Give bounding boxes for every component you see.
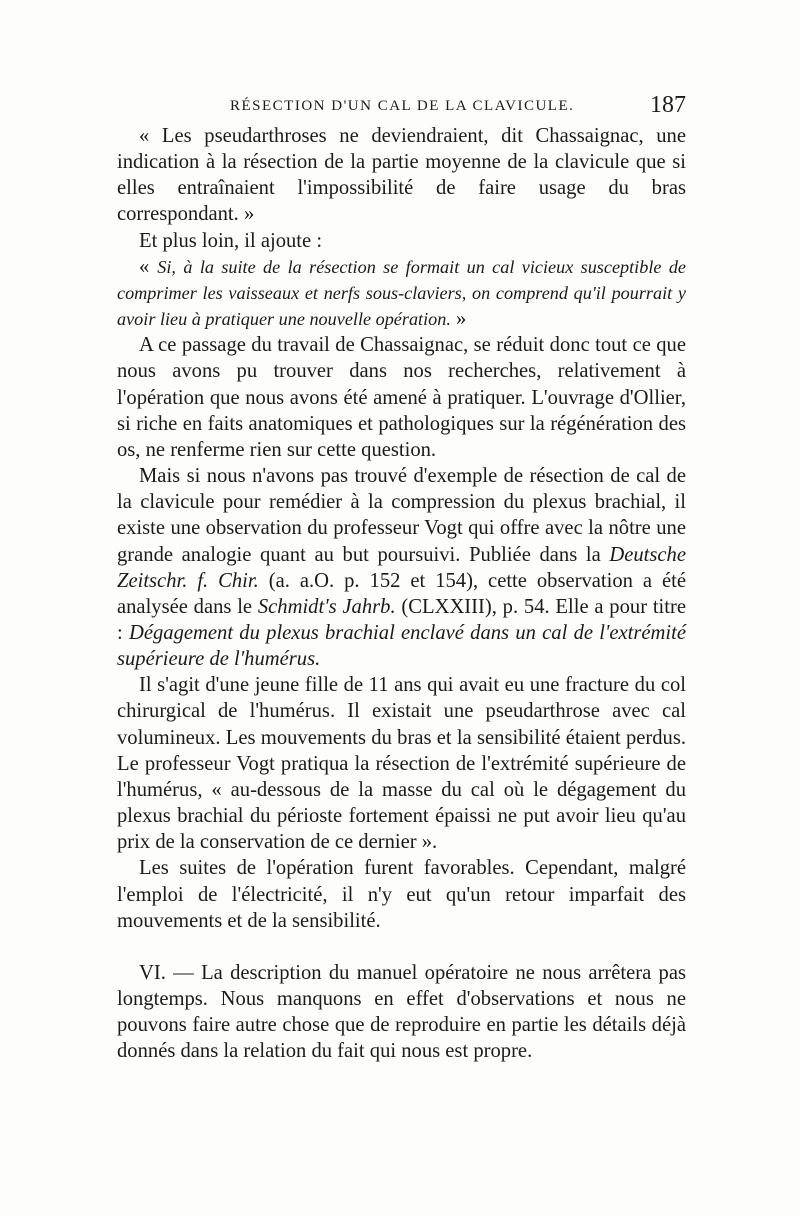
paragraph-ollier: A ce passage du travail de Chassaignac, se réduit donc tout ce que nous avons pu trouver dans nos recherches, relativement à l'opération que nous avons été amené à pratiquer. L'ouvrage d'Ollier, si riche en faits anatomiques et pathologiques sur la régénération des os, ne renferme rien sur cette question. — [117, 334, 686, 461]
paragraph-results: Les suites de l'opération furent favorables. Cependant, malgré l'emploi de l'électricité, il n'y eut qu'un retour imparfait des mouvements et de la sensibilité. — [117, 857, 686, 932]
paragraph-chassaignac-quote: « Les pseudarthroses ne deviendraient, dit Chassaignac, une indication à la résection de la partie moyenne de la clavicule que si elles entraînaient l'impossibilité de faire usage du bras correspondant. » — [117, 125, 686, 226]
page-number: 187 — [650, 92, 686, 118]
vogt-text-b: (a. a.O. p. 152 et 154), cette observation a été analysée dans le — [117, 569, 687, 618]
quote-open: « — [139, 255, 158, 278]
body-text — [117, 123, 686, 1064]
paragraph-section-vi: VI. — La description du manuel opératoire ne nous arrêtera pas longtemps. Nous manquons en effet d'observations et nous ne pouvons faire autre chose que de reproduire en partie les détails déjà donnés dans la relation du fait qui nous est propre. — [117, 961, 686, 1063]
page-header — [118, 92, 686, 120]
paragraph-vogt-observation — [117, 463, 686, 672]
italic-quote-text: Si, à la suite de la résection se formait un cal vicieux susceptible de comprimer les vaisseaux et nerfs sous-claviers, on comprend qu'il pourrait y avoir lieu à pratiquer une nouvelle opération. — [117, 256, 686, 330]
journal-deutsche-zeitschr: Deutsche Zeitschr. f. Chir. — [117, 543, 686, 592]
vogt-text-c: (CLXXIII), p. 54. Elle a pour titre : — [117, 595, 686, 644]
quote-close: » — [450, 308, 467, 331]
journal-schmidts-jahrb: Schmidt's Jahrb. — [257, 595, 396, 618]
vogt-text-a: Mais si nous n'avons pas trouvé d'exemple de résection de cal de la clavicule pour remédier à la compression du plexus brachial, il existe une observation du professeur Vogt qui offre avec la nôtre une grande analogie quant au but poursuivi. Publiée dans la — [117, 465, 686, 566]
paragraph-case: Il s'agit d'une jeune fille de 11 ans qui avait eu une fracture du col chirurgical de l'humérus. Il existait une pseudarthrose avec cal volumineux. Les mouvements du bras et la sensibilité étaient perdus. Le professeur Vogt pratiqua la résection de l'extrémité supérieure de l'humérus, « au-dessous de la masse du cal où le dégagement du plexus brachial du périoste fortement épaissi ne put avoir lieu qu'au prix de la conservation de ce dernier ». — [117, 674, 686, 854]
paragraph-italic-quote — [117, 254, 686, 332]
running-head: RÉSECTION D'UN CAL DE LA CLAVICULE. — [230, 98, 575, 114]
observation-title: Dégagement du plexus brachial enclavé dans un cal de l'extrémité supérieure de l'humérus. — [117, 621, 686, 671]
paragraph-transition: Et plus loin, il ajoute : — [139, 229, 323, 252]
